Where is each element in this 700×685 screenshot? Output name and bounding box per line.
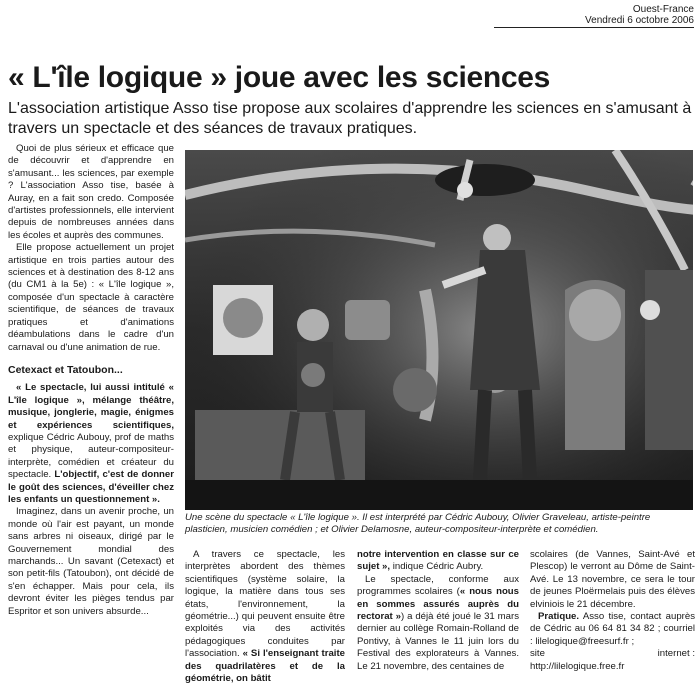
stage-photo-illustration — [185, 150, 693, 510]
quote-bold: « Le spectacle, lui aussi intitulé « L'île logique », mélange théâtre, musique, jonglerie, magie, énigmes et expériences scientifiques, — [8, 382, 174, 431]
column-3 — [357, 549, 519, 673]
paragraph-text: indique Cédric Aubry. — [390, 561, 484, 573]
publication-date: Vendredi 6 octobre 2006 — [494, 15, 694, 28]
pratique-block — [530, 611, 695, 648]
photo-caption: Une scène du spectacle « L'île logique ». Il est interprété par Cédric Aubouy, Olivier Graveleau, artiste-peintre plasticien, musicien comédien ; et Olivier Delamosne, auteur-compositeur-interprète et comédien. — [185, 512, 651, 535]
column-4 — [530, 549, 695, 673]
subheading: Cetexact et Tatoubon... — [8, 363, 123, 376]
article-standfirst: L'association artistique Asso tise propose aux scolaires d'apprendre les sciences en s'amusant à travers un spectacle et des séances de travaux pratiques. — [8, 100, 692, 137]
left-column — [8, 143, 174, 618]
newspaper-name: Ouest-France — [632, 4, 694, 15]
website-label-2: internet : — [657, 648, 695, 660]
stage-photo — [185, 150, 693, 510]
quote-bold: notre intervention en classe sur ce sujet », — [357, 549, 519, 573]
paragraph-quote — [8, 382, 174, 506]
website-label: site — [530, 648, 545, 660]
paragraph: scolaires (de Vannes, Saint-Avé et Plescop) le verront au Dôme de Saint-Avé. Le 13 novembre, ce sera le tour de jeunes Ploërmelais puis des élèves elviniois le 21 décembre. — [530, 549, 695, 610]
paragraph — [185, 549, 345, 685]
paragraph-text: ) a déjà été joué le 31 mars dernier au collège Romain-Rolland de Pontivy, à Vannes le 11 juin lors du Festival des explorateurs à Vannes. Le 21 novembre, des centaines de — [357, 611, 519, 672]
pratique-text: Asso tise, contact auprès de Cédric au 06 64 81 34 82 ; courriel : lilelogique@freesurf.fr ; — [530, 611, 695, 647]
paragraph — [357, 574, 519, 673]
quote-bold: « Si l'enseignant traite des quadrilatères et de la géométrie, on bâtit — [185, 648, 345, 685]
website-url[interactable]: http://lilelogique.free.fr — [530, 660, 625, 672]
quote-bold: L'objectif, c'est de donner le goût des sciences, d'éveiller chez les enfants un questionnement ». — [8, 469, 174, 505]
quote-attribution: explique Cédric Aubouy, prof de maths et physique, auteur-compositeur-interprète, comédien et créateur du spectacle. — [8, 431, 174, 481]
pratique-label: Pratique. — [538, 611, 580, 623]
paragraph-text: Le spectacle, conforme aux programmes scolaires ( — [357, 573, 519, 598]
paragraph: Imaginez, dans un avenir proche, un monde où l'air est payant, un monde sans arbres ni oiseaux, dirigé par le Gouvernement mondial des marchands... Un savant (Cetexact) et son petit-fils (Tatoubon), ont décidé de s'en échapper. Mais pour cela, ils devront éviter les pièges tendus par Espritor et son univers absurde... — [8, 506, 174, 617]
column-2 — [185, 549, 345, 685]
quote-bold: « nous nous en sommes assurés auprès du rectorat » — [357, 586, 520, 623]
paragraph-text: A travers ce spectacle, les interprètes abordent des thèmes scientifiques (système solaire, la logique, la matière dans tous ses états, l'environnement, la géométrie...) qui peuvent ensuite être exploités via des activités pédagogiques conduites par l'association. — [185, 549, 345, 660]
masthead — [494, 4, 694, 28]
paragraph: Quoi de plus sérieux et efficace que de découvrir et d'apprendre en s'amusant... les sciences, par exemple ? L'association Asso tise, basée à Auray, en a fait son credo. Composée d'artistes professionnels, elle intervient depuis de nombreuses années dans les écoles et auprès des communes. — [8, 143, 174, 241]
website-line — [530, 648, 695, 660]
article-headline: « L'île logique » joue avec les sciences — [8, 61, 551, 94]
paragraph — [357, 549, 519, 574]
paragraph: Elle propose actuellement un projet artistique en trois parties autour des sciences et à destination des 8-12 ans (du CM1 à la 5e) : « L'île logique », composée d'un spectacle à caractère scientifique, de séances de travaux pratiques et d'animations déambulations dans le cadre d'un carnaval ou d'une animation de rue. — [8, 242, 174, 353]
